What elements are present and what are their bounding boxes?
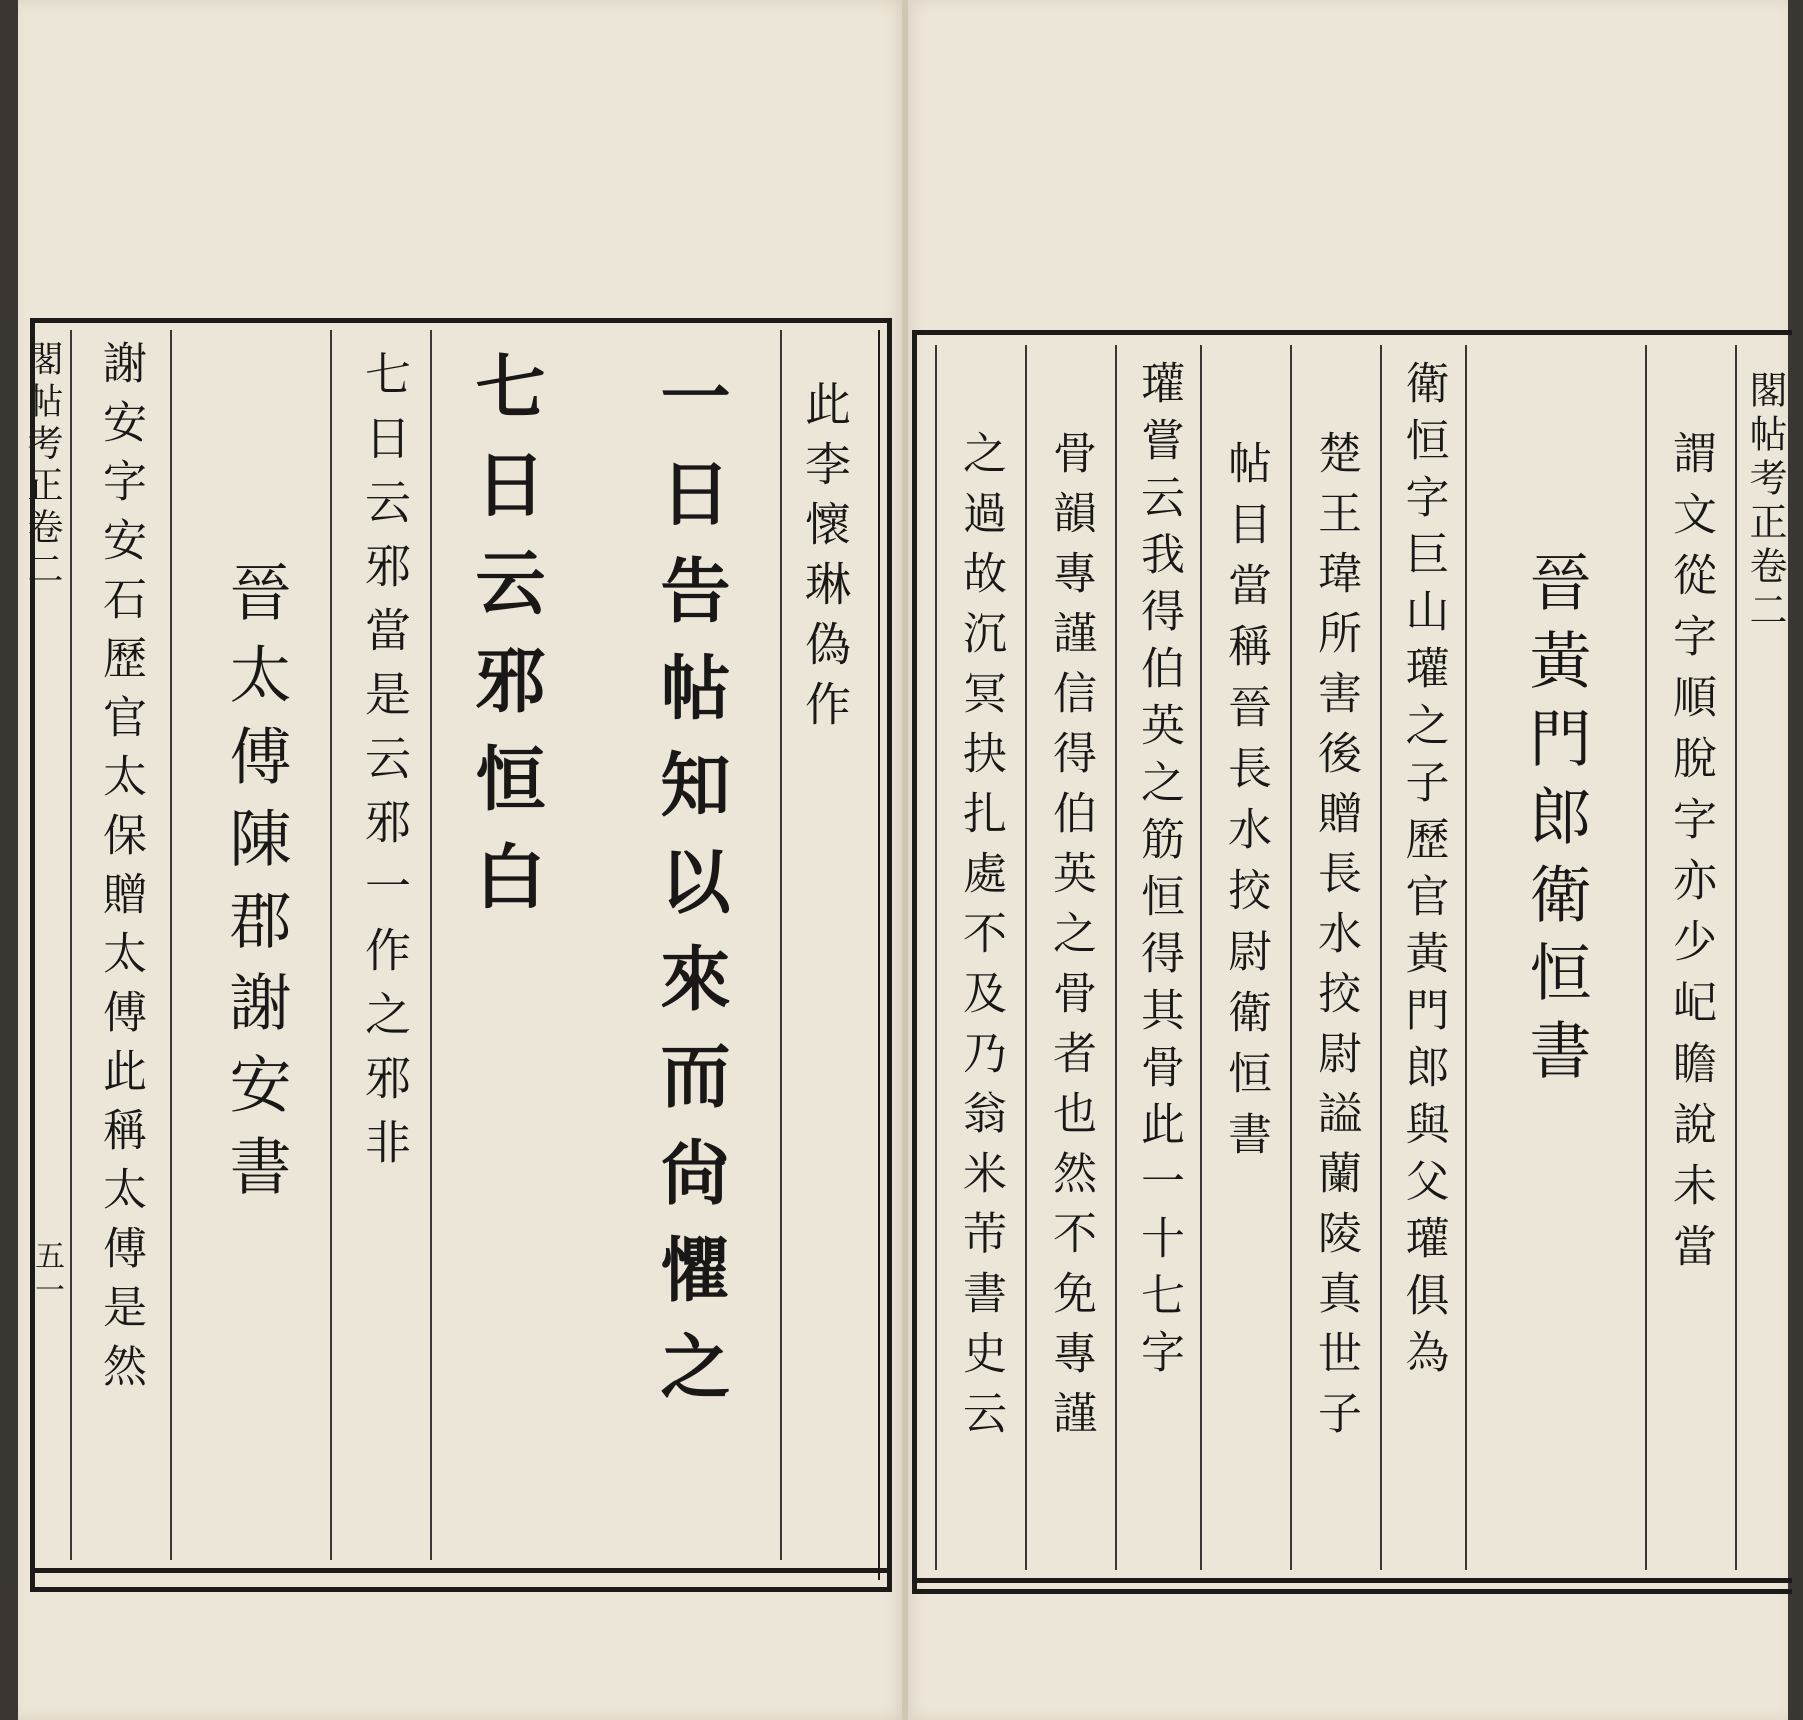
right-col-4: 楚王瑋所害後贈長水挍尉謚蘭陵真世子 xyxy=(1310,430,1361,1450)
left-bottom-rule xyxy=(30,1568,892,1573)
left-column-rule xyxy=(70,330,72,1560)
left-col-6: 謝安字安石歷官太保贈太傅此稱太傅是然 xyxy=(95,340,146,1402)
right-col-1: 謂文從字順脫字亦少屺瞻說未當 xyxy=(1665,430,1716,1284)
right-col-3: 衛恒字巨山瓘之子歷官黃門郎與父瓘俱為 xyxy=(1397,360,1449,1386)
right-col-2: 晉黃門郎衛恒書 xyxy=(1519,550,1592,1096)
left-page-number: 五一 xyxy=(29,1240,64,1308)
left-column-rule xyxy=(330,330,332,1560)
right-column-rule xyxy=(1465,345,1467,1570)
left-col-1: 此李懷琳偽作 xyxy=(798,380,852,740)
left-column-rule xyxy=(170,330,172,1560)
left-column-rule xyxy=(780,330,782,1560)
right-margin-header: 閣帖考正卷二 xyxy=(1743,370,1787,634)
right-top-rule xyxy=(912,330,1792,335)
left-margin-header: 閣帖考正卷二 xyxy=(22,340,63,592)
left-col-4: 七日云邪恒白 xyxy=(464,350,547,938)
left-col-3: 七日云邪當是云邪一作之邪非 xyxy=(358,350,412,1182)
left-col-5: 晉太傅陳郡謝安書 xyxy=(219,560,292,1216)
right-column-rule xyxy=(1735,345,1737,1570)
right-column-rule xyxy=(1645,345,1647,1570)
right-col-7: 骨韻專謹信得伯英之骨者也然不免專謹 xyxy=(1045,430,1096,1450)
right-col-5: 帖目當稱晉長水挍尉衛恒書 xyxy=(1220,440,1271,1172)
left-column-rule xyxy=(430,330,432,1560)
left-col-2: 一日告帖知以來而尙懼之 xyxy=(649,360,732,1427)
book-spine xyxy=(902,0,908,1720)
right-col-6: 瓘嘗云我得伯英之筋恒得其骨此一十七字 xyxy=(1133,360,1184,1386)
right-bottom-rule xyxy=(912,1578,1792,1583)
right-col-8: 之過故沉冥抉扎處不及乃翁米芾書史云 xyxy=(955,430,1006,1450)
